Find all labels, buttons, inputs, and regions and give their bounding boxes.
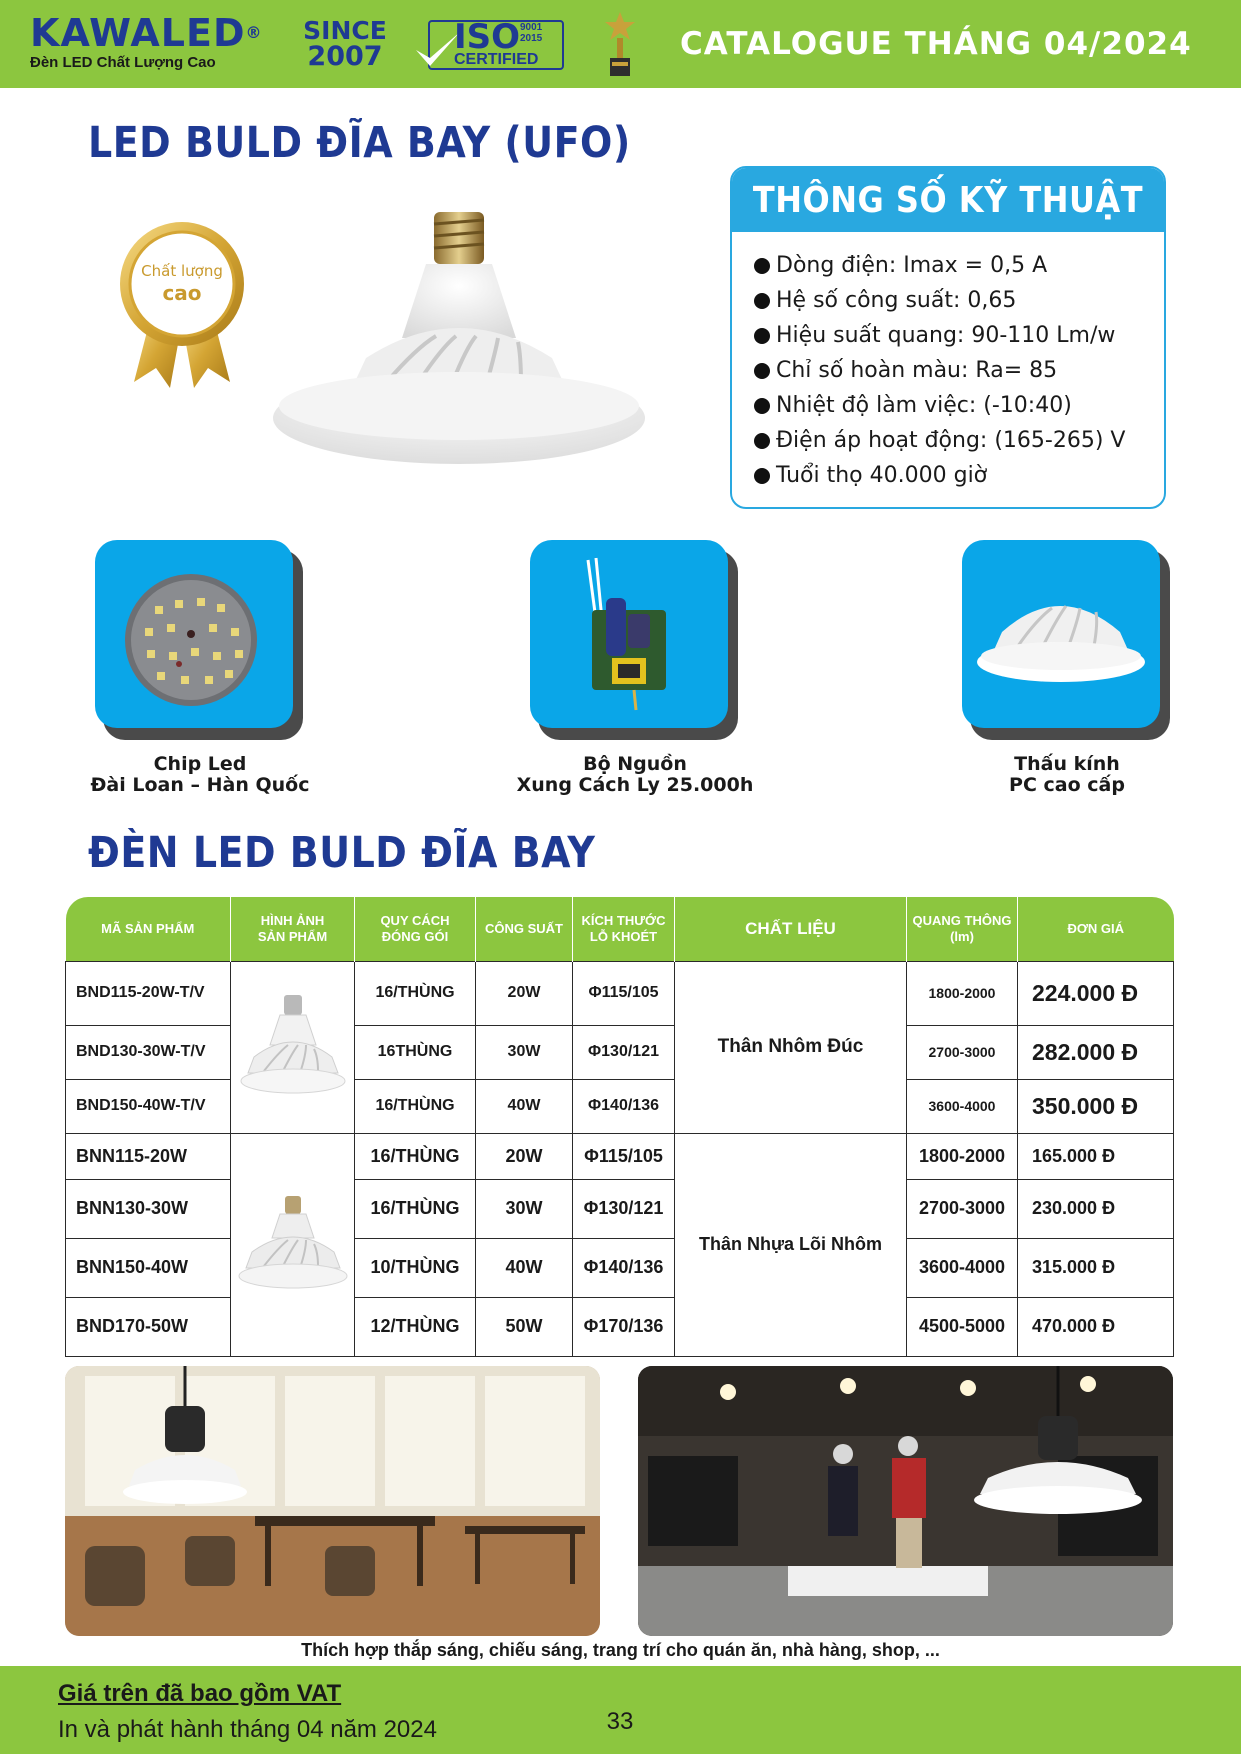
cell-code: BNN130-30W — [66, 1179, 231, 1238]
since-badge — [302, 18, 388, 70]
spec-panel — [730, 166, 1166, 509]
quality-badge-icon — [112, 212, 252, 392]
catalogue-title: CATALOGUE THÁNG 04/2024 — [680, 26, 1192, 62]
cell-packaging: 10/THÙNG — [355, 1238, 476, 1297]
feature-caption — [922, 754, 1212, 796]
cell-material-plastic: Thân Nhựa Lõi Nhôm — [675, 1133, 907, 1356]
cell-size: Φ130/121 — [573, 1025, 675, 1079]
cell-lumen: 2700-3000 — [907, 1179, 1018, 1238]
feature-caption-line1: Chip Led — [153, 753, 247, 775]
brand-name: KAWALED — [30, 11, 246, 55]
cell-packaging: 16THÙNG — [355, 1025, 476, 1079]
spec-item: Hệ số công suất: 0,65 — [754, 283, 1164, 318]
spec-item: Tuổi thọ 40.000 giờ — [754, 458, 1164, 493]
badge-text-line2: cao — [162, 281, 202, 305]
cell-size: Φ115/105 — [573, 1133, 675, 1179]
brand-logo — [30, 11, 263, 71]
table-row — [66, 961, 1174, 1025]
cell-packaging: 12/THÙNG — [355, 1297, 476, 1356]
cell-lumen: 1800-2000 — [907, 1133, 1018, 1179]
since-year: 2007 — [307, 41, 383, 72]
cell-lumen: 3600-4000 — [907, 1238, 1018, 1297]
cell-price: 470.000 Đ — [1018, 1297, 1174, 1356]
feature-caption-line1: Thấu kính — [1014, 753, 1120, 775]
spec-item: Chỉ số hoàn màu: Ra= 85 — [754, 353, 1164, 388]
cell-price: 350.000 Đ — [1018, 1079, 1174, 1133]
spec-item: Nhiệt độ làm việc: (-10:40) — [754, 388, 1164, 423]
header-packaging: QUY CÁCH ĐÓNG GÓI — [355, 897, 476, 961]
table-row — [66, 1133, 1174, 1179]
iso-certified-badge — [414, 18, 564, 72]
iso-word: ISO — [454, 17, 521, 57]
cell-lumen: 2700-3000 — [907, 1025, 1018, 1079]
cell-material-aluminum: Thân Nhôm Đúc — [675, 961, 907, 1133]
header-price: ĐƠN GIÁ — [1018, 897, 1174, 961]
brand-tagline: Đèn LED Chất Lượng Cao — [30, 54, 216, 71]
feature-caption-line2: Xung Cách Ly 25.000h — [516, 774, 754, 796]
cell-size: Φ115/105 — [573, 961, 675, 1025]
cell-product-image-aluminum — [231, 961, 355, 1133]
cell-code: BNN150-40W — [66, 1238, 231, 1297]
vat-note: Giá trên đã bao gồm VAT — [58, 1680, 342, 1707]
table-header-row — [66, 897, 1174, 961]
cell-lumen: 1800-2000 — [907, 961, 1018, 1025]
feature-caption — [490, 754, 780, 796]
cell-price: 230.000 Đ — [1018, 1179, 1174, 1238]
cell-code: BND150-40W-T/V — [66, 1079, 231, 1133]
iso-number-9001: 9001 — [520, 22, 543, 33]
feature-caption — [55, 754, 345, 796]
spec-item: Điện áp hoạt động: (165-265) V — [754, 423, 1164, 458]
cell-packaging: 16/THÙNG — [355, 1179, 476, 1238]
shop-photo — [638, 1366, 1173, 1636]
header-image: HÌNH ẢNH SẢN PHẨM — [231, 897, 355, 961]
power-driver-board-icon — [530, 540, 728, 728]
feature-caption-line1: Bộ Nguồn — [583, 753, 687, 775]
iso-certified-label: CERTIFIED — [454, 51, 539, 68]
cell-lumen: 4500-5000 — [907, 1297, 1018, 1356]
cell-power: 20W — [476, 961, 573, 1025]
cell-size: Φ140/136 — [573, 1079, 675, 1133]
header-material: CHẤT LIỆU — [675, 897, 907, 961]
cell-power: 30W — [476, 1179, 573, 1238]
spec-item: Hiệu suất quang: 90-110 Lm/w — [754, 318, 1164, 353]
section-title: ĐÈN LED BULD ĐĨA BAY — [88, 828, 596, 878]
bulb-thumbnail-image — [234, 1190, 352, 1300]
cell-power: 40W — [476, 1079, 573, 1133]
bulb-thumbnail-image — [234, 987, 352, 1107]
cell-packaging: 16/THÙNG — [355, 1079, 476, 1133]
cell-packaging: 16/THÙNG — [355, 1133, 476, 1179]
spec-heading-bar — [732, 168, 1164, 232]
feature-caption-line2: Đài Loan – Hàn Quốc — [90, 774, 310, 796]
spec-list — [732, 232, 1164, 493]
badge-text-line1: Chất lượng — [141, 262, 223, 280]
cell-power: 50W — [476, 1297, 573, 1356]
cell-product-image-plastic — [231, 1133, 355, 1356]
header-code: MÃ SẢN PHẨM — [66, 897, 231, 961]
cell-price: 224.000 Đ — [1018, 961, 1174, 1025]
iso-number-2015: 2015 — [520, 33, 543, 44]
led-chip-board-icon — [95, 540, 293, 728]
cell-code: BNN115-20W — [66, 1133, 231, 1179]
brand-registered-mark: ® — [245, 23, 263, 42]
product-title: LED BULD ĐĨA BAY (UFO) — [88, 118, 631, 168]
pc-lens-icon — [962, 540, 1160, 728]
price-table — [65, 897, 1174, 1357]
cell-power: 20W — [476, 1133, 573, 1179]
cell-packaging: 16/THÙNG — [355, 961, 476, 1025]
cell-size: Φ140/136 — [573, 1238, 675, 1297]
issued-note: In và phát hành tháng 04 năm 2024 — [58, 1716, 437, 1743]
feature-caption-line2: PC cao cấp — [1009, 774, 1125, 796]
cell-price: 315.000 Đ — [1018, 1238, 1174, 1297]
cell-price: 282.000 Đ — [1018, 1025, 1174, 1079]
cell-power: 40W — [476, 1238, 573, 1297]
cell-power: 30W — [476, 1025, 573, 1079]
cell-price: 165.000 Đ — [1018, 1133, 1174, 1179]
spec-heading: THÔNG SỐ KỸ THUẬT — [752, 179, 1144, 221]
page-number: 33 — [606, 1708, 634, 1735]
cell-code: BND130-30W-T/V — [66, 1025, 231, 1079]
usage-note: Thích hợp thắp sáng, chiếu sáng, trang trí cho quán ăn, nhà hàng, shop, ... — [301, 1640, 940, 1660]
cell-size: Φ130/121 — [573, 1179, 675, 1238]
header-power: CÔNG SUẤT — [476, 897, 573, 961]
header-size: KÍCH THƯỚC LỖ KHOÉT — [573, 897, 675, 961]
cell-lumen: 3600-4000 — [907, 1079, 1018, 1133]
restaurant-photo — [65, 1366, 600, 1636]
spec-item: Dòng điện: Imax = 0,5 A — [754, 248, 1164, 283]
header-band — [0, 0, 1241, 88]
header-lumen: QUANG THÔNG (lm) — [907, 897, 1018, 961]
cell-code: BND115-20W-T/V — [66, 961, 231, 1025]
cell-size: Φ170/136 — [573, 1297, 675, 1356]
ufo-bulb-image — [266, 208, 652, 518]
trophy-icon — [603, 10, 637, 80]
footer-band — [0, 1666, 1241, 1754]
cell-code: BND170-50W — [66, 1297, 231, 1356]
restaurant-scene-image — [65, 1366, 600, 1636]
since-label: SINCE — [303, 16, 387, 45]
shop-scene-image — [638, 1366, 1173, 1636]
